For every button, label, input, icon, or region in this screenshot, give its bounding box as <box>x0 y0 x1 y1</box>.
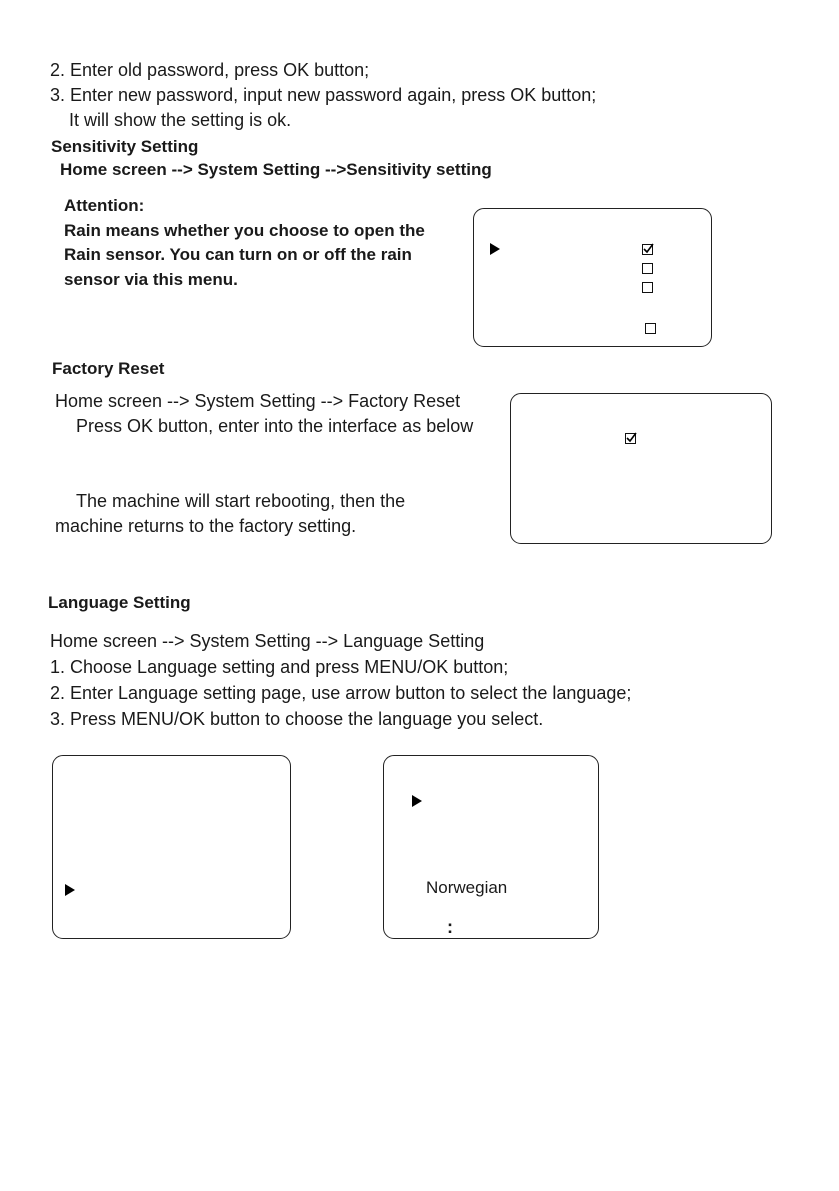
menu-cursor-arrow-icon <box>65 884 75 896</box>
sensitivity-checkbox-3[interactable] <box>642 282 653 293</box>
factory-reset-instruction: Press OK button, enter into the interface as below <box>76 416 474 436</box>
system-menu-panel <box>52 755 291 939</box>
sensitivity-checkbox-1-checked[interactable] <box>642 244 653 255</box>
language-list-panel <box>383 755 599 939</box>
sensitivity-path: Home screen --> System Setting -->Sensitivity setting <box>60 160 492 179</box>
language-section-title: Language Setting <box>48 593 191 612</box>
factory-reset-path: Home screen --> System Setting --> Factory Reset <box>55 391 461 411</box>
factory-reset-menu-panel <box>510 393 772 544</box>
more-items-indicator: : <box>447 917 453 937</box>
attention-line-1: Rain means whether you choose to open the <box>64 221 425 240</box>
language-step-3: 3. Press MENU/OK button to choose the language you select. <box>50 709 544 729</box>
sensitivity-checkbox-2[interactable] <box>642 263 653 274</box>
language-step-1: 1. Choose Language setting and press MENU/OK button; <box>50 657 509 677</box>
factory-reset-note-line-1: The machine will start rebooting, then the <box>76 491 406 511</box>
menu-cursor-arrow-icon <box>490 243 500 255</box>
rain-sensor-checkbox[interactable] <box>645 323 656 334</box>
language-step-2: 2. Enter Language setting page, use arrow button to select the language; <box>50 683 632 703</box>
attention-line-3: sensor via this menu. <box>64 270 238 289</box>
password-step-3: 3. Enter new password, input new password again, press OK button; <box>50 85 597 105</box>
language-path: Home screen --> System Setting --> Language Setting <box>50 631 485 651</box>
attention-title: Attention: <box>64 196 145 215</box>
password-step-2: 2. Enter old password, press OK button; <box>50 60 370 80</box>
password-step-3-result: It will show the setting is ok. <box>69 110 292 130</box>
factory-reset-note-line-2: machine returns to the factory setting. <box>55 516 357 536</box>
factory-reset-section-title: Factory Reset <box>52 359 165 378</box>
sensitivity-section-title: Sensitivity Setting <box>51 137 199 156</box>
factory-reset-confirm-checkbox[interactable] <box>625 433 636 444</box>
sensitivity-menu-panel <box>473 208 712 347</box>
language-cursor-arrow-icon <box>412 795 422 807</box>
attention-line-2: Rain sensor. You can turn on or off the rain <box>64 245 412 264</box>
language-option-norwegian[interactable]: Norwegian <box>426 878 508 897</box>
